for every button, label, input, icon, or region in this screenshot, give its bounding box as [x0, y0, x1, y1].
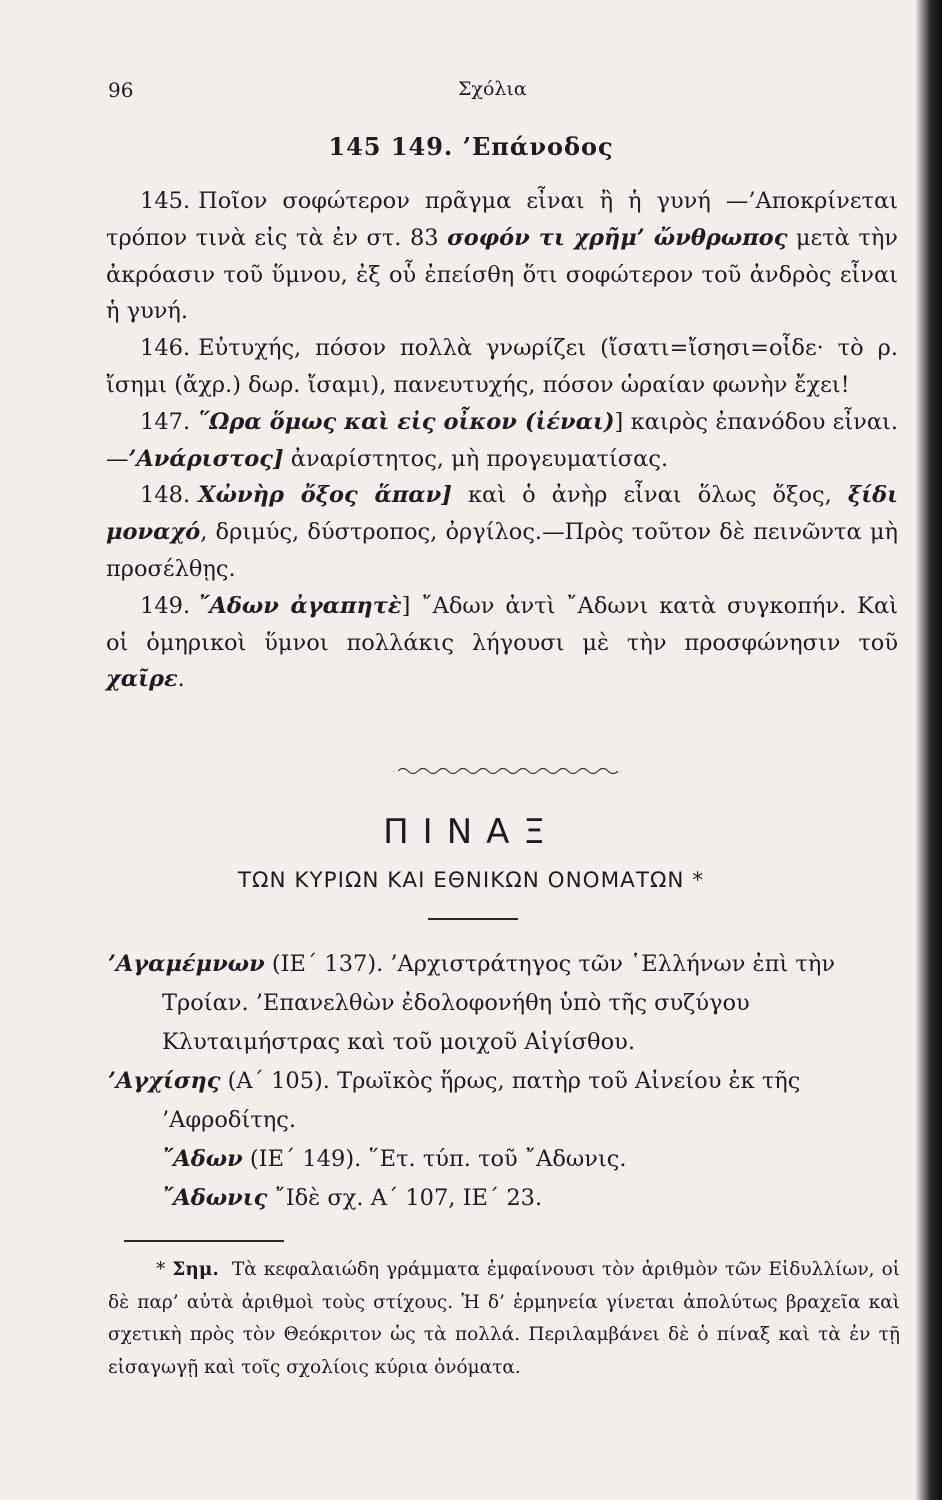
section-title: 145 149. ’Επάνοδος — [328, 132, 614, 161]
subtitle-rule — [428, 918, 518, 920]
note-number: 147. — [140, 408, 191, 435]
note-148 — [106, 477, 898, 587]
note-text: μετὰ τὴν ἀκρόασιν τοῦ ὕμνου, ἐξ οὗ ἐπείσθη ὅτι σοφώτερον τοῦ ἀνδρὸς εἶναι ἡ γυνή. — [106, 224, 898, 325]
index-headword: ῎Αδων — [162, 1146, 243, 1172]
index-entry — [108, 945, 900, 1062]
note-text: . — [177, 666, 185, 693]
index-entry-text: ῎Ιδὲ σχ. Α΄ 107, ΙΕ΄ 23. — [267, 1185, 543, 1211]
note-number: 149. — [140, 592, 191, 619]
footnote-mark: * — [156, 1259, 166, 1280]
note-number: 146. — [140, 335, 191, 362]
index-subtitle: ΤΩΝ ΚΥΡΙΩΝ ΚΑΙ ΕΘΝΙΚΩΝ ΟΝΟΜΑΤΩΝ * — [237, 868, 705, 893]
wavy-divider — [398, 766, 618, 776]
note-lemma: σοφόν τι χρῆμ’ ὤνθρωπος — [447, 224, 788, 251]
index-title: ΠΙΝΑΞ — [383, 812, 559, 852]
note-text: Ποῖον σοφώτερον πρᾶγμα εἶναι ἢ ἡ γυνή —’Αποκρίνεται τρόπον τινὰ εἰς τὰ ἐν στ. 83 — [106, 188, 898, 251]
note-text: ] ῎Αδων ἀντὶ ῎Αδωνι κατὰ συγκοπήν. Καὶ οἱ ὁμηρικοὶ ὕμνοι πολλάκις λήγουσι μὲ τὴν προσφώνησιν τοῦ — [106, 592, 898, 656]
index-entry-text: (ΙΕ΄ 149). ῞Ετ. τύπ. τοῦ ῎Αδωνις. — [242, 1146, 627, 1172]
note-text: καὶ ὁ ἀνὴρ εἶναι ὅλως ὄξος, — [451, 482, 848, 509]
page-number: 96 — [108, 78, 134, 102]
commentary-notes — [106, 183, 898, 698]
index-entry — [108, 1140, 900, 1179]
running-head: Σχόλια — [458, 78, 527, 100]
footnote — [108, 1254, 900, 1384]
index-headword: ’Αγχίσης — [108, 1068, 221, 1094]
note-145 — [106, 183, 898, 330]
note-lemma: ξίδι μοναχό — [106, 482, 898, 546]
index-entry-text: (ΙΕ΄ 137). ’Αρχιστράτηγος τῶν ῾Ελλήνων ἐπὶ τὴν Τροίαν. ’Επανελθὼν ἐδολοφονήθη ὑπὸ τῆς συζύγου Κλυταιμήστρας καὶ τοῦ μοιχοῦ Αἰγίσθου. — [162, 951, 835, 1055]
footnote-text: Τὰ κεφαλαιώδη γράμματα ἐμφαίνουσι τὸν ἀριθμὸν τῶν Εἰδυλλίων, οἱ δὲ παρ’ αὐτὰ ἀριθμοὶ τοὺς στίχους. Ἡ δ’ ἑρμηνεία γίνεται ἀπολύτως βραχεῖα καὶ σχετικὴ πρὸς τὸν Θεόκριτον ὡς τὰ πολλά. Περιλαμβάνει δὲ ὁ πίναξ καὶ τὰ ἐν τῇ εἰσαγωγῇ καὶ τοῖς σχολίοις κύρια ὀνόματα. — [108, 1259, 900, 1378]
note-number: 145. — [140, 188, 191, 214]
note-lemma: Χὠνὴρ ὄξος ἅπαν] — [198, 482, 452, 509]
scan-edge-shadow — [916, 0, 942, 1500]
footnote-label: Σημ. — [172, 1259, 219, 1280]
note-lemma: ῎Αδων ἀγαπητὲ — [198, 592, 402, 619]
page-header — [108, 72, 882, 112]
index-entries — [108, 945, 900, 1218]
index-entry-text: (Α΄ 105). Τρωϊκὸς ἥρως, πατὴρ τοῦ Αἰνείου ἐκ τῆς ’Αφροδίτης. — [162, 1068, 801, 1133]
note-lemma: ’Ανάριστος] — [128, 445, 284, 472]
note-number: 148. — [140, 482, 191, 509]
index-entry — [108, 1179, 900, 1218]
index-entry — [108, 1062, 900, 1140]
index-headword: ῎Αδωνις — [162, 1185, 268, 1211]
note-146 — [106, 330, 898, 404]
wavy-divider-line — [398, 769, 618, 774]
note-lemma: ῞Ωρα ὅμως καὶ εἰς οἶκον (ἰέναι) — [198, 408, 615, 435]
note-lemma: χαῖρε — [106, 666, 178, 693]
index-headword: ’Αγαμέμνων — [108, 951, 265, 977]
note-147 — [106, 404, 898, 478]
note-text: ἀναρίστητος, μὴ προγευματίσας. — [283, 445, 669, 472]
note-149 — [106, 588, 898, 698]
note-text: , δριμύς, δύστροπος, ὀργίλος.—Πρὸς τοῦτον δὲ πεινῶντα μὴ προσέλθῃς. — [106, 519, 898, 582]
note-text: ] καιρὸς ἐπανόδου εἶναι.— — [106, 408, 898, 472]
footnote-rule — [124, 1240, 284, 1242]
note-text: Εὐτυχής, πόσον πολλὰ γνωρίζει (ἴσατι=ἴσησι=οἶδε· τὸ ρ. ἴσημι (ἄχρ.) δωρ. ἴσαμι), πανευτυχής, πόσον ὡραίαν φωνὴν ἔχει! — [106, 335, 898, 398]
